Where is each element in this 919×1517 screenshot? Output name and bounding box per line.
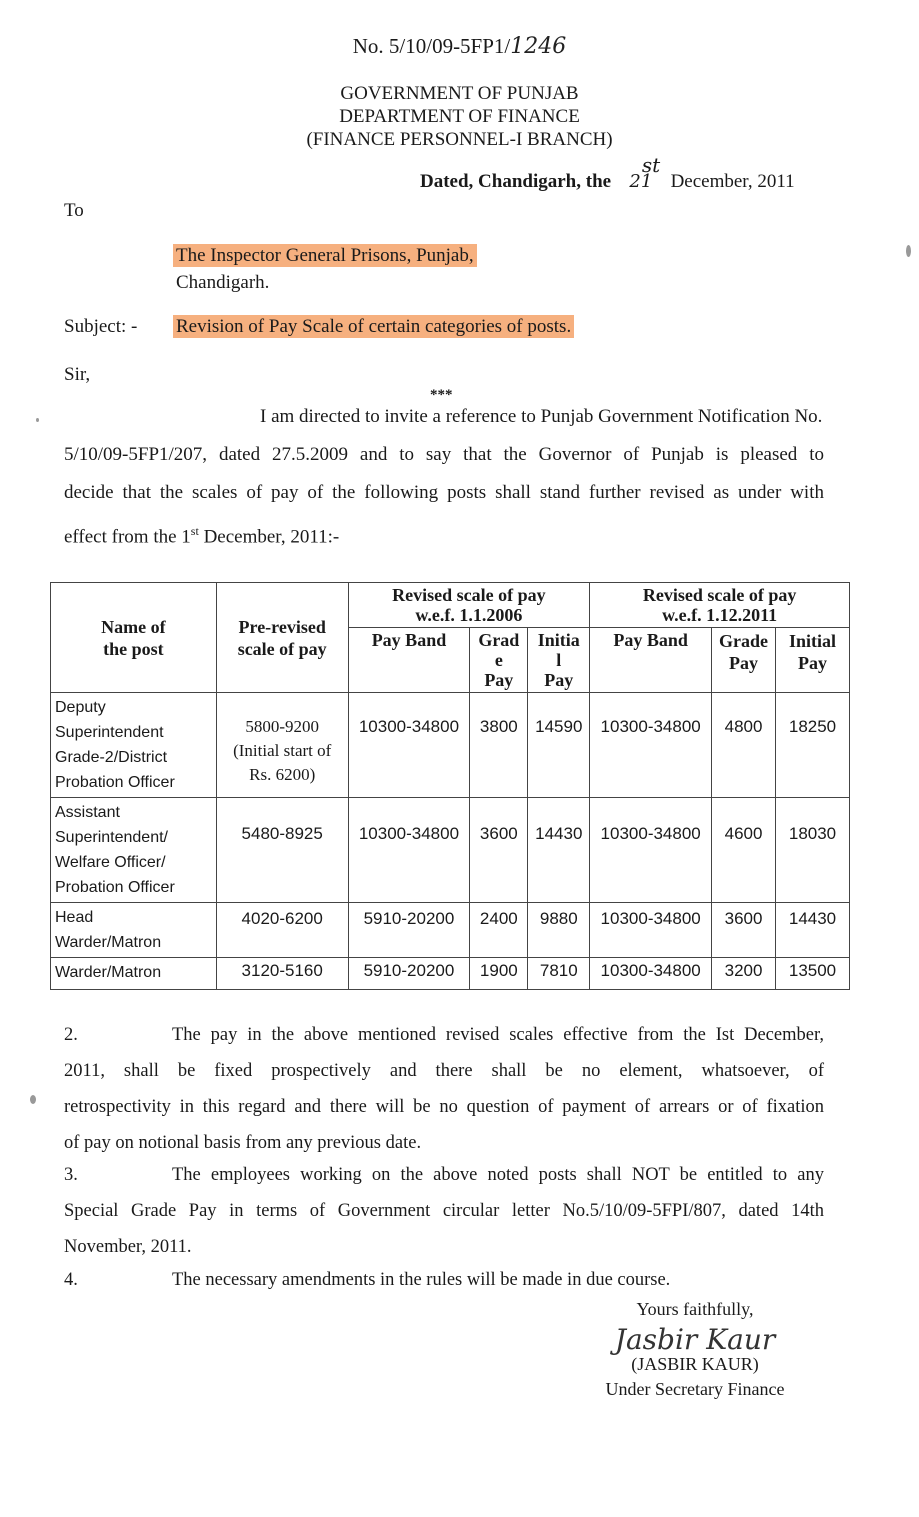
pay-scale-table-body bbox=[51, 693, 850, 990]
cell-pay-band-2011: 10300-34800 bbox=[590, 903, 712, 958]
date-day-handwritten: 21 st bbox=[629, 153, 661, 192]
scan-speck bbox=[906, 245, 911, 257]
cell-pay-band-2011: 10300-34800 bbox=[590, 798, 712, 903]
table-row bbox=[51, 903, 850, 958]
to-label: To bbox=[64, 200, 84, 221]
date-superscript: st bbox=[641, 153, 661, 177]
paragraph-line: November, 2011. bbox=[64, 1237, 192, 1257]
cell-pre-revised: 5480-8925 bbox=[216, 798, 348, 903]
branch-heading: (FINANCE PERSONNEL-I BRANCH) bbox=[306, 129, 613, 150]
paragraph-line: 2. The pay in the above mentioned revised scales effective from the Ist December, bbox=[64, 1017, 824, 1053]
ref-number-handwritten: 1246 bbox=[510, 34, 567, 59]
cell-post: Head Warder/Matron bbox=[51, 903, 217, 958]
government-heading: GOVERNMENT OF PUNJAB bbox=[340, 83, 579, 104]
col-header-initial-pay-2006: Initia l Pay bbox=[528, 628, 590, 693]
col-header-revised-2011: Revised scale of pay w.e.f. 1.12.2011 bbox=[590, 583, 850, 628]
paragraph-3 bbox=[64, 1157, 824, 1265]
col-header-name: Name of the post bbox=[51, 583, 217, 693]
recipient bbox=[173, 245, 477, 267]
cell-grade-pay-2011: 4600 bbox=[712, 798, 776, 903]
signatory-designation: Under Secretary Finance bbox=[605, 1379, 785, 1399]
scan-speck bbox=[30, 1095, 36, 1104]
cell-grade-pay-2011: 3600 bbox=[712, 903, 776, 958]
cell-grade-pay-2011: 3200 bbox=[712, 958, 776, 990]
paragraph-line: 4. The necessary amendments in the rules will be made in due course. bbox=[64, 1262, 824, 1298]
col-header-pre-revised: Pre-revised scale of pay bbox=[216, 583, 348, 693]
col-header-grade-pay-2006: Grad e Pay bbox=[470, 628, 528, 693]
col-header-initial-pay-2011: Initial Pay bbox=[776, 628, 850, 693]
signatory-name: (JASBIR KAUR) bbox=[631, 1354, 759, 1374]
table-row bbox=[51, 693, 850, 798]
cell-pre-revised: 4020-6200 bbox=[216, 903, 348, 958]
cell-initial-pay-2006: 14590 bbox=[528, 693, 590, 798]
table-header-row bbox=[51, 583, 850, 628]
cell-initial-pay-2011: 18250 bbox=[776, 693, 850, 798]
cell-post: Assistant Superintendent/ Welfare Officer/ Probation Officer bbox=[51, 798, 217, 903]
cell-pre-revised: 3120-5160 bbox=[216, 958, 348, 990]
pay-scale-table bbox=[50, 582, 850, 990]
paragraph-2 bbox=[64, 1017, 824, 1161]
date-line bbox=[420, 153, 795, 193]
cell-pay-band-2006: 5910-20200 bbox=[348, 958, 470, 990]
cell-grade-pay-2006: 2400 bbox=[470, 903, 528, 958]
cell-pay-band-2006: 10300-34800 bbox=[348, 798, 470, 903]
paragraph-line: of pay on notional basis from any previous date. bbox=[64, 1133, 422, 1153]
paragraph-number: 3. bbox=[64, 1165, 78, 1185]
paragraph-number: 4. bbox=[64, 1270, 78, 1290]
department-heading: DEPARTMENT OF FINANCE bbox=[339, 106, 580, 127]
ref-number-text: No. 5/10/09-5FP1/ bbox=[352, 34, 511, 58]
intro-paragraph bbox=[64, 398, 824, 556]
paragraph-line: 2011, shall be fixed prospectively and there shall be no element, whatsoever, of bbox=[64, 1061, 824, 1081]
cell-initial-pay-2006: 9880 bbox=[528, 903, 590, 958]
paragraph-number: 2. bbox=[64, 1025, 78, 1045]
paragraph-line: 3. The employees working on the above noted posts shall NOT be entitled to any bbox=[64, 1157, 824, 1193]
date-suffix: December, 2011 bbox=[670, 171, 795, 192]
date-prefix: Dated, Chandigarh, the bbox=[420, 171, 612, 192]
subject-label: Subject: - bbox=[64, 316, 138, 337]
cell-pre-revised: 5800-9200 (Initial start of Rs. 6200) bbox=[216, 693, 348, 798]
separator-stars: *** bbox=[430, 387, 453, 403]
cell-pay-band-2011: 10300-34800 bbox=[590, 693, 712, 798]
cell-post: Warder/Matron bbox=[51, 958, 217, 990]
recipient-city: Chandigarh. bbox=[176, 272, 270, 293]
intro-line-2: 5/10/09-5FP1/207, dated 27.5.2009 and to say that the Governor of Punjab is pleased to bbox=[64, 444, 824, 465]
cell-grade-pay-2006: 3600 bbox=[470, 798, 528, 903]
table-row bbox=[51, 798, 850, 903]
handwritten-signature: Jasbir Kaur bbox=[614, 1323, 776, 1356]
cell-post: Deputy Superintendent Grade-2/District Probation Officer bbox=[51, 693, 217, 798]
cell-initial-pay-2011: 14430 bbox=[776, 903, 850, 958]
cell-initial-pay-2006: 14430 bbox=[528, 798, 590, 903]
intro-line-3: decide that the scales of pay of the following posts shall stand further revised as under with bbox=[64, 482, 824, 503]
col-header-grade-pay-2011: Grade Pay bbox=[712, 628, 776, 693]
table-row bbox=[51, 958, 850, 990]
subject-highlight: Revision of Pay Scale of certain categories of posts. bbox=[173, 315, 574, 338]
intro-line-4: effect from the 1st December, 2011:- bbox=[64, 524, 340, 548]
cell-grade-pay-2011: 4800 bbox=[712, 693, 776, 798]
intro-line-1: I am directed to invite a reference to Punjab Government Notification No. bbox=[260, 406, 823, 427]
cell-pay-band-2011: 10300-34800 bbox=[590, 958, 712, 990]
cell-initial-pay-2011: 13500 bbox=[776, 958, 850, 990]
cell-pay-band-2006: 5910-20200 bbox=[348, 903, 470, 958]
paragraph-line: retrospectivity in this regard and there will be no question of payment of arrears or of fixation bbox=[64, 1097, 824, 1117]
cell-grade-pay-2006: 3800 bbox=[470, 693, 528, 798]
col-header-pay-band-2011: Pay Band bbox=[590, 628, 712, 693]
col-header-revised-2006: Revised scale of pay w.e.f. 1.1.2006 bbox=[348, 583, 590, 628]
cell-initial-pay-2006: 7810 bbox=[528, 958, 590, 990]
paragraph-line: Special Grade Pay in terms of Government circular letter No.5/10/09-5FPI/807, dated 14th bbox=[64, 1201, 824, 1221]
paragraph-4 bbox=[64, 1262, 824, 1298]
scan-speck bbox=[36, 418, 39, 422]
reference-number bbox=[0, 34, 919, 59]
cell-pay-band-2006: 10300-34800 bbox=[348, 693, 470, 798]
col-header-pay-band-2006: Pay Band bbox=[348, 628, 470, 693]
subject-text bbox=[173, 316, 574, 338]
closing: Yours faithfully, bbox=[636, 1299, 754, 1319]
recipient-highlight: The Inspector General Prisons, Punjab, bbox=[173, 244, 477, 267]
cell-grade-pay-2006: 1900 bbox=[470, 958, 528, 990]
cell-initial-pay-2011: 18030 bbox=[776, 798, 850, 903]
salutation: Sir, bbox=[64, 364, 91, 385]
